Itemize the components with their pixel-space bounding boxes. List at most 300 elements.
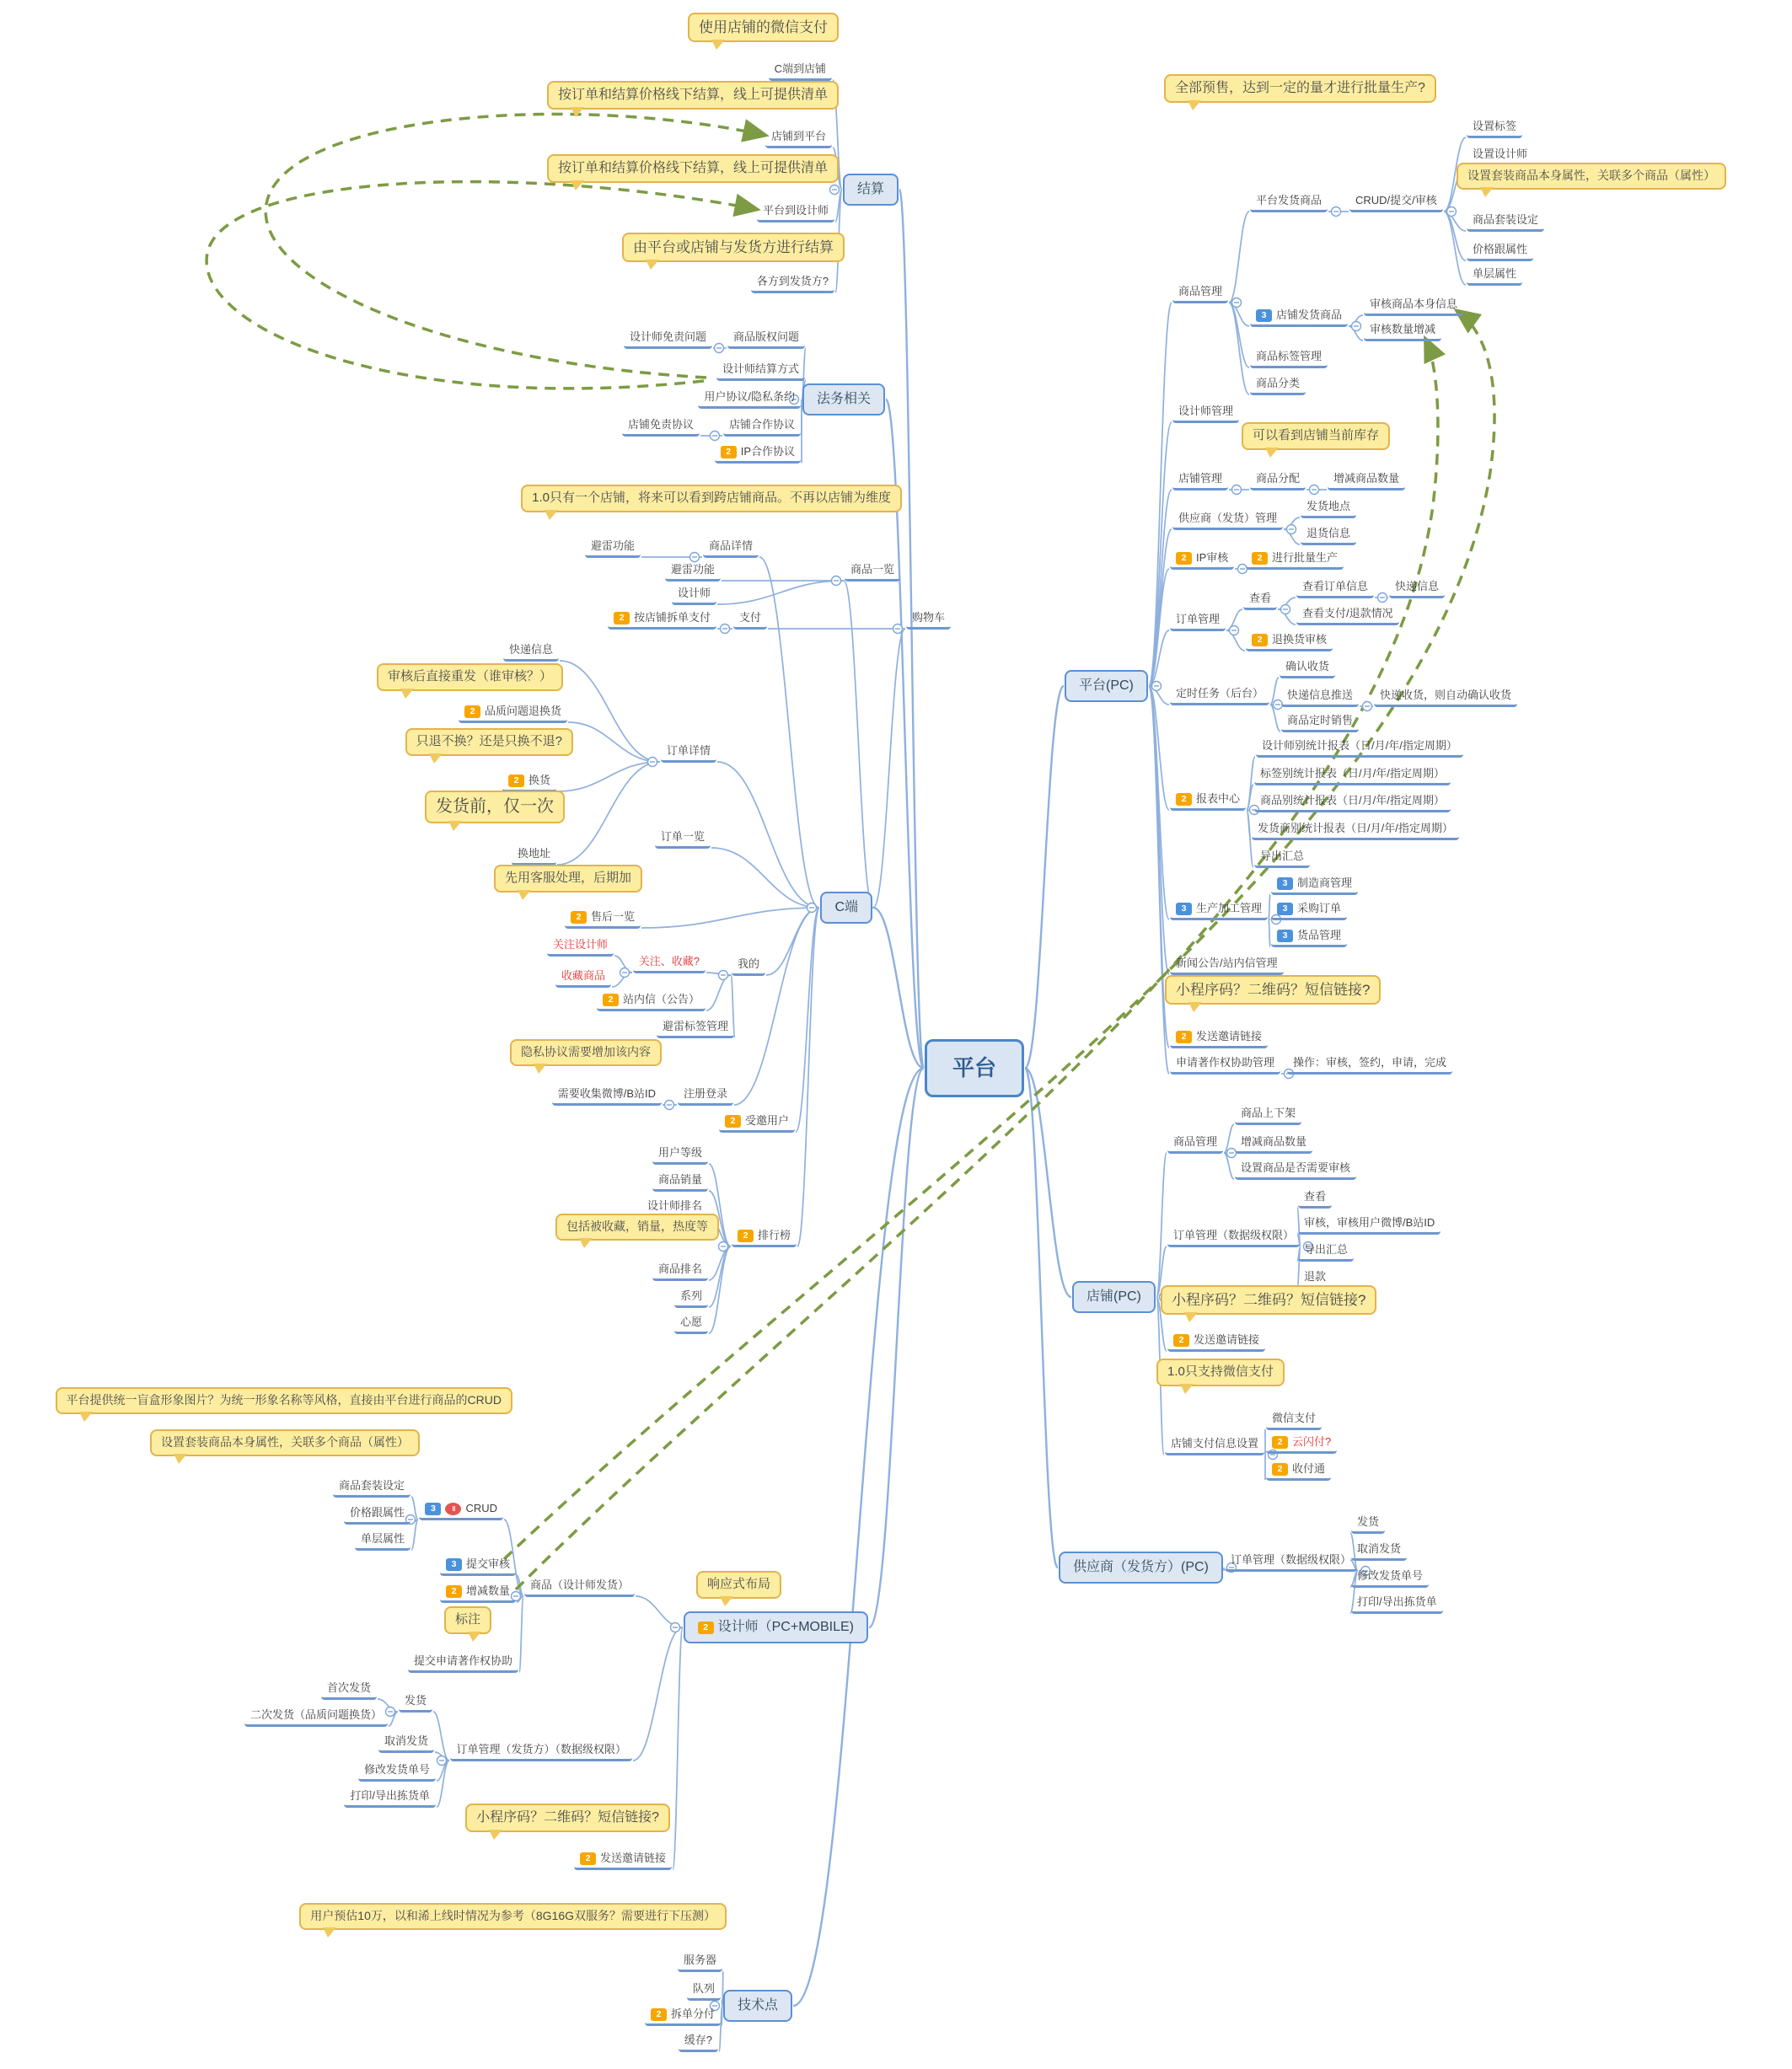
topic-l_shwb[interactable] [1298, 1214, 1441, 1235]
topic-l_dchz1[interactable] [1254, 848, 1310, 868]
topic-l_iphezuo[interactable] [715, 443, 801, 464]
callout-c_biaozhu[interactable] [444, 1606, 491, 1634]
topic-l_fhdd[interactable] [1301, 498, 1356, 518]
topic-l_xgfhdh4[interactable] [358, 1761, 436, 1782]
topic-l_ddxq[interactable] [661, 742, 716, 763]
topic-label: 注册登录 [683, 1087, 727, 1100]
topic-label: 退款 [1304, 1270, 1327, 1283]
topic-label: 收付通 [1292, 1462, 1326, 1475]
topic-l_crudtj[interactable] [1349, 192, 1443, 212]
topic-label: 设计师 [677, 587, 711, 599]
topic-label: 隐私协议需要增加该内容 [521, 1045, 651, 1059]
topic-l_jgsx2[interactable] [344, 1504, 410, 1525]
topic-l_kdxx2[interactable] [1389, 578, 1445, 598]
topic-label: 先用客服处理，后期加 [504, 871, 631, 885]
topic-label: 退换货审核 [1272, 633, 1328, 646]
callout-c_youpt[interactable] [622, 233, 845, 262]
topic-label: 换地址 [517, 847, 550, 860]
topic-label: 发送邀请链接 [1194, 1333, 1260, 1346]
topic-label: 发送邀请链接 [599, 1852, 666, 1864]
callout-c_fahuoqian[interactable] [425, 791, 565, 823]
topic-l_fwq[interactable] [678, 1952, 722, 1972]
topic-l_scfh[interactable] [321, 1680, 377, 1700]
topic-label: 各方到发货方? [756, 275, 829, 287]
topic-label: 导出汇总 [1260, 850, 1305, 862]
topic-label: 采购订单 [1297, 902, 1342, 914]
topic-label: 店铺免责协议 [627, 418, 694, 431]
branch-connector [673, 1627, 683, 1869]
callout-c_xys[interactable] [696, 1571, 781, 1599]
topic-label: 操作：审核，签约，申请，完成 [1293, 1056, 1447, 1069]
priority-2-badge: 2 [1252, 552, 1268, 565]
priority-2-badge: 2 [698, 1621, 714, 1634]
topic-label: 发货地点 [1306, 500, 1351, 512]
topic-l_zjsl[interactable] [440, 1583, 516, 1603]
topic-l_shbx[interactable] [1364, 296, 1463, 316]
topic-label: 价格跟属性 [1473, 243, 1528, 255]
topic-l_yhdj[interactable] [652, 1144, 708, 1165]
topic-label: 微信支付 [1272, 1412, 1317, 1424]
topic-l_spfl[interactable] [1250, 375, 1306, 395]
topic-l_znx[interactable] [597, 991, 706, 1011]
topic-l_fh3[interactable] [1351, 1514, 1385, 1534]
topic-label: 商品销量 [657, 1173, 702, 1186]
branch-connector [759, 557, 819, 908]
topic-l_hezuo[interactable] [723, 416, 801, 437]
topic-label: 店铺到平台 [770, 130, 826, 142]
topic-l_dianpu_pt[interactable] [765, 128, 832, 148]
callout-c_10dianpu[interactable] [521, 485, 902, 512]
callout-c_xcxm2[interactable] [1161, 1285, 1376, 1315]
topic-label: 缓存? [684, 2034, 712, 2046]
topic-label: 申请著作权协助管理 [1176, 1056, 1275, 1069]
topic-label: 审核商品本身信息 [1370, 297, 1458, 310]
topic-label: 货品管理 [1297, 929, 1342, 941]
callout-c_yonghu[interactable] [299, 1903, 727, 1930]
callout-c_pttg[interactable] [56, 1387, 512, 1414]
topic-l_shouhou[interactable] [565, 909, 641, 929]
topic-l_zjspsl2[interactable] [1235, 1134, 1312, 1154]
topic-label: 可以看到店铺当前库存 [1253, 428, 1380, 442]
topic-l_ddgl[interactable] [1170, 611, 1226, 631]
topic-label: 打印/导出拣货单 [1357, 1595, 1437, 1608]
branch-connector [1269, 894, 1270, 919]
branch-connector [873, 629, 905, 908]
topic-l_jxplsc[interactable] [1246, 549, 1344, 570]
topic-label: IP审核 [1196, 551, 1229, 564]
topic-l_sqzzq[interactable] [1170, 1054, 1280, 1075]
topic-l_dchz2[interactable] [1298, 1241, 1354, 1262]
topic-n_jsd[interactable] [723, 1990, 792, 2022]
paused-task-icon: ‖ [445, 1503, 461, 1515]
topic-l_dpfh[interactable] [1250, 307, 1348, 327]
priority-2-badge: 2 [1176, 793, 1192, 806]
topic-n_gys[interactable] [1059, 1552, 1223, 1584]
topic-label: 设计师管理 [1178, 405, 1234, 417]
topic-l_szsfsh[interactable] [1235, 1160, 1356, 1180]
callout-c_anding1[interactable] [547, 81, 839, 110]
topic-label: 避雷功能 [670, 563, 715, 576]
topic-label: 平台提供统一盲盒形象图片？为统一形象名称等风格，直接由平台进行商品的CRUD [66, 1393, 502, 1407]
topic-l_sptz2[interactable] [333, 1477, 410, 1498]
topic-l_gwc[interactable] [906, 609, 951, 630]
callout-c_10wx[interactable] [1156, 1359, 1285, 1386]
topic-l_spsjsfh[interactable] [524, 1577, 635, 1597]
topic-l_ddyl[interactable] [655, 828, 711, 849]
topic-l_spxl[interactable] [652, 1171, 708, 1192]
topic-l_ipsh[interactable] [1170, 549, 1234, 570]
topic-l_fsyq3[interactable] [574, 1850, 672, 1870]
priority-2-badge: 2 [721, 446, 737, 458]
topic-l_spyl[interactable] [845, 561, 900, 582]
branch-connector [1149, 490, 1172, 686]
topic-l_sjsbb[interactable] [1256, 737, 1463, 758]
topic-label: 设计师免责问题 [629, 330, 706, 343]
priority-2-badge: 2 [603, 994, 619, 1006]
topic-l_shouyao[interactable] [719, 1112, 795, 1133]
topic-l_qrsh[interactable] [1280, 658, 1335, 678]
topic-label: 取消发货 [384, 1734, 428, 1747]
topic-label: 订单一览 [660, 830, 705, 843]
topic-l_thxx[interactable] [1301, 525, 1356, 545]
topic-l_qxfh3[interactable] [1351, 1541, 1407, 1561]
topic-label: 平台到设计师 [762, 204, 829, 217]
topic-label: 单层属性 [1473, 267, 1517, 280]
priority-2-badge: 2 [1272, 1463, 1288, 1476]
priority-3-badge: 3 [1256, 309, 1272, 322]
topic-label: 修改发货单号 [1357, 1569, 1424, 1582]
topic-label: 二次发货（品质问题换货） [249, 1708, 382, 1721]
topic-l_thsh[interactable] [1246, 631, 1333, 651]
topic-l_spdsxs[interactable] [1281, 712, 1359, 732]
topic-l_jggsx[interactable] [1467, 241, 1533, 261]
topic-n_sjs[interactable] [684, 1611, 868, 1643]
topic-l_spfp[interactable] [1250, 470, 1306, 490]
topic-label: 云闪付? [1292, 1435, 1332, 1448]
topic-l_wxzf[interactable] [1266, 1410, 1322, 1430]
topic-label: 商品详情 [708, 539, 753, 552]
topic-label: 店铺合作协议 [728, 418, 795, 431]
topic-l_pinzhi[interactable] [459, 703, 567, 723]
topic-label: 发送邀请链接 [1196, 1030, 1263, 1043]
topic-l_tjsh[interactable] [440, 1556, 516, 1576]
topic-label: 避雷功能 [590, 539, 635, 552]
topic-l_yonghuxieyi[interactable] [698, 389, 801, 409]
topic-l_dcsx2[interactable] [355, 1530, 410, 1551]
topic-label: 排行榜 [757, 1229, 791, 1241]
topic-l_cgdd[interactable] [1271, 900, 1347, 920]
topic-label: CRUD [465, 1502, 497, 1514]
priority-2-badge: 2 [614, 612, 630, 624]
callout-c_sztz2[interactable] [150, 1429, 420, 1456]
topic-label: 结算 [856, 182, 884, 196]
callout-c_yinsi[interactable] [510, 1039, 662, 1066]
topic-label: 受邀用户 [744, 1114, 789, 1127]
branch-connector [1025, 1069, 1058, 1568]
topic-l_hpgl[interactable] [1271, 927, 1347, 947]
topic-l_dyjhd3[interactable] [1351, 1594, 1443, 1614]
topic-label: 心愿 [679, 1316, 702, 1328]
topic-label: 商品套装设定 [338, 1479, 405, 1492]
branch-connector [1229, 303, 1249, 367]
topic-n_dppc[interactable] [1072, 1281, 1156, 1313]
branch-connector [709, 1246, 731, 1307]
topic-l_xinyuan[interactable] [674, 1314, 708, 1334]
callout-c_keyi[interactable] [1242, 422, 1390, 450]
topic-l_sjs2[interactable] [672, 585, 716, 605]
topic-label: 用户协议/隐私条约 [704, 390, 795, 403]
branch-connector [717, 581, 844, 604]
topic-label: 商品管理 [1178, 285, 1223, 297]
topic-label: 响应式布局 [706, 1577, 770, 1591]
topic-l_szbq[interactable] [1467, 118, 1522, 138]
priority-2-badge: 2 [1173, 1334, 1189, 1347]
callout-c_xcxm1[interactable] [1165, 975, 1381, 1005]
topic-label: 增减数量 [465, 1584, 510, 1597]
topic-label: 订单详情 [666, 744, 711, 757]
topic-label: 订单管理（数据级权限） [1173, 1229, 1295, 1241]
topic-l_spbb[interactable] [1254, 792, 1451, 812]
topic-l_dpgl[interactable] [1172, 470, 1228, 490]
callout-c_shenhehou[interactable] [377, 663, 563, 691]
topic-l_chaidan[interactable] [608, 609, 716, 630]
topic-label: 按订单和结算价格线下结算，线上可提供清单 [557, 161, 828, 175]
topic-label: 审核，审核用户微博/B站ID [1304, 1216, 1435, 1229]
callout-c_sztz1[interactable] [1457, 163, 1726, 190]
topic-l_scjg[interactable] [1170, 900, 1268, 920]
topic-label: 法务相关 [816, 392, 871, 406]
branch-connector [1229, 303, 1249, 394]
topic-n_cduan[interactable] [820, 892, 872, 924]
topic-l_dyjhd4[interactable] [344, 1788, 436, 1808]
topic-label: 查看 [1249, 592, 1272, 604]
topic-l_ckzf[interactable] [1296, 605, 1399, 625]
topic-label: 发货商别统计报表（日/月/年/指定周期） [1258, 822, 1453, 834]
topic-label: 增减商品数量 [1333, 472, 1400, 485]
topic-l_gzsc[interactable] [633, 953, 706, 973]
topic-l_hc[interactable] [679, 2032, 718, 2052]
topic-n_ptpc[interactable] [1065, 670, 1148, 702]
topic-l_ddgl3[interactable] [1225, 1552, 1357, 1572]
topic-label: 避雷标签管理 [662, 1020, 728, 1032]
topic-l_fh4[interactable] [399, 1692, 432, 1713]
topic-l_gefang[interactable] [751, 273, 834, 293]
topic-label: 打印/导出拣货单 [350, 1789, 430, 1802]
topic-label: 取消发货 [1357, 1542, 1402, 1555]
topic-l_spbq[interactable] [1250, 348, 1328, 368]
topic-label: 用户等级 [657, 1146, 702, 1159]
topic-l_dl[interactable] [687, 1981, 721, 2001]
topic-label: 我的 [737, 957, 759, 970]
topic-l_fhsbb[interactable] [1252, 820, 1459, 840]
topic-l_tjsq[interactable] [408, 1653, 518, 1673]
topic-l_mianze[interactable] [624, 329, 712, 349]
topic-label: 审核数量增减 [1370, 323, 1436, 335]
topic-l_ckddxx[interactable] [1296, 578, 1374, 598]
topic-label: 使用店铺的微信支付 [699, 19, 828, 35]
topic-label: 商品标签管理 [1256, 350, 1323, 362]
topic-label: 系列 [679, 1289, 702, 1302]
topic-label: 商品套装设定 [1473, 213, 1539, 226]
topic-label: 需要收集微博/B站ID [557, 1087, 656, 1100]
topic-l_kuaidi[interactable] [503, 641, 559, 662]
topic-label: 订单管理 [1176, 613, 1221, 625]
topic-label: CRUD/提交/审核 [1355, 194, 1437, 206]
topic-label: 平台 [952, 1055, 997, 1080]
topic-l_xuyao[interactable] [552, 1085, 662, 1106]
topic-n_crud[interactable] [419, 1500, 503, 1520]
topic-l_ddgl2[interactable] [1167, 1227, 1300, 1247]
topic-l_kdshou[interactable] [1374, 687, 1517, 707]
topic-l_ddglfhf[interactable] [450, 1741, 632, 1761]
topic-label: 站内信（公告） [622, 993, 700, 1005]
topic-l_xilie[interactable] [674, 1288, 708, 1308]
priority-3-badge: 3 [446, 1558, 462, 1571]
branch-connector [437, 1761, 449, 1807]
branch-connector [844, 581, 873, 908]
priority-3-badge: 3 [1277, 903, 1293, 915]
topic-label: 设计师别统计报表（日/月/年/指定周期） [1262, 739, 1457, 752]
topic-l_zhifu[interactable] [733, 609, 767, 630]
topic-l_kdxxts[interactable] [1281, 687, 1359, 707]
topic-l_sptz[interactable] [1467, 212, 1544, 232]
topic-l_spgl[interactable] [1172, 283, 1228, 303]
topic-label: 快递信息 [1395, 580, 1440, 592]
topic-label: 提交审核 [465, 1557, 510, 1570]
branch-connector [717, 762, 819, 908]
callout-c_baokuo[interactable] [555, 1214, 719, 1241]
branch-connector [1229, 212, 1249, 303]
callout-c_zhitui[interactable] [405, 728, 573, 756]
topic-l_fsyq1[interactable] [1170, 1028, 1268, 1048]
topic-l_caozuo[interactable] [1287, 1054, 1452, 1075]
callout-c_anding2[interactable] [547, 154, 839, 183]
callout-c_xcxm3[interactable] [465, 1804, 670, 1832]
topic-label: 审核后直接重发（谁审核？） [387, 669, 552, 683]
topic-l_phb[interactable] [732, 1227, 797, 1247]
topic-label: 队列 [692, 1982, 715, 1995]
branch-connector [1444, 212, 1466, 260]
branch-connector [734, 908, 819, 1105]
topic-l_dsrw[interactable] [1170, 685, 1269, 705]
topic-l_sjsgl[interactable] [1172, 403, 1239, 423]
topic-label: 确认收货 [1285, 660, 1330, 673]
topic-label: 包括被收藏，销量，热度等 [566, 1219, 708, 1233]
topic-label: 设置设计师 [1473, 147, 1528, 160]
topic-l_jiesuanfs[interactable] [716, 361, 805, 381]
topic-l_dianpumianze[interactable] [622, 416, 700, 437]
topic-label: 商品排名 [657, 1262, 702, 1275]
topic-l_bilei1[interactable] [585, 538, 641, 558]
branch-connector [641, 908, 819, 928]
topic-l_banquan[interactable] [727, 329, 805, 349]
priority-2-badge: 2 [738, 1230, 754, 1242]
arrow-designer-settlement-to-platform-designer[interactable] [207, 182, 755, 389]
topic-l_huanhuo[interactable] [502, 772, 556, 792]
topic-label: 关注、收藏? [638, 955, 700, 967]
topic-l_bileitag[interactable] [657, 1018, 734, 1038]
topic-l_spsxj[interactable] [1235, 1105, 1301, 1125]
callout-c_shiyong[interactable] [688, 13, 839, 42]
branch-connector [797, 908, 819, 1246]
topic-l_bqbb[interactable] [1254, 765, 1451, 785]
topic-label: 商品上下架 [1241, 1107, 1296, 1119]
topic-l_huandizhi[interactable] [512, 845, 556, 866]
branch-connector [560, 661, 660, 762]
topic-l_gzsjs[interactable] [547, 936, 614, 957]
topic-l_bilei2[interactable] [665, 561, 721, 582]
topic-l_wode[interactable] [732, 956, 765, 976]
topic-l_cduandp[interactable] [769, 61, 832, 81]
topic-l_zzsgl[interactable] [1271, 875, 1358, 895]
topic-l_pt_sjs[interactable] [757, 202, 834, 222]
topic-label: 设置商品是否需要审核 [1241, 1161, 1351, 1174]
topic-label: 查看支付/退款情况 [1302, 607, 1393, 619]
topic-l_chakan[interactable] [1243, 590, 1277, 610]
topic-label: 快递信息 [508, 643, 553, 656]
callout-c_xianyong[interactable] [494, 865, 642, 892]
topic-l_qxfh4[interactable] [378, 1733, 434, 1753]
topic-l_cdff[interactable] [645, 2006, 721, 2026]
topic-label: 查看 [1304, 1190, 1327, 1203]
topic-n_fawu[interactable] [802, 383, 885, 415]
topic-l_zjspsl[interactable] [1328, 470, 1405, 490]
callout-c_quanbu[interactable] [1164, 74, 1436, 103]
topic-l_gysfh[interactable] [1172, 510, 1283, 530]
topic-l_spgl2[interactable] [1167, 1134, 1223, 1154]
topic-root[interactable] [925, 1039, 1024, 1097]
topic-l_ck2[interactable] [1298, 1188, 1332, 1209]
branch-connector [1149, 686, 1169, 974]
topic-label: 店铺(PC) [1086, 1289, 1141, 1304]
priority-2-badge: 2 [508, 775, 524, 787]
topic-label: 商品管理 [1173, 1135, 1218, 1148]
topic-l_bbzx[interactable] [1170, 791, 1246, 811]
topic-label: 购物车 [911, 611, 945, 624]
topic-l_xwgg[interactable] [1170, 955, 1284, 975]
priority-3-badge: 3 [1277, 930, 1293, 942]
topic-l_ysf[interactable] [1266, 1434, 1337, 1454]
topic-l_dpzfxx[interactable] [1165, 1435, 1264, 1455]
topic-l_scsp[interactable] [555, 967, 611, 988]
branch-connector [519, 1596, 523, 1672]
topic-l_ecfh[interactable] [244, 1707, 388, 1727]
topic-label: 修改发货单号 [363, 1763, 430, 1776]
topic-label: 发货 [404, 1694, 427, 1707]
topic-l_xgfhdh3[interactable] [1351, 1568, 1429, 1588]
topic-l_fsyq2[interactable] [1167, 1332, 1265, 1352]
topic-l_dcsx[interactable] [1467, 265, 1522, 286]
topic-label: 设计师排名 [647, 1199, 702, 1212]
topic-label: 提交申请著作权协助 [413, 1654, 512, 1667]
topic-l_sft[interactable] [1266, 1461, 1331, 1481]
topic-label: 1.0只有一个店铺，将来可以看到跨店铺商品。不再以店铺为维度 [532, 490, 891, 505]
priority-2-badge: 2 [725, 1115, 741, 1128]
topic-label: 快递信息推送 [1287, 689, 1354, 701]
topic-n_jiesuan[interactable] [843, 174, 899, 206]
topic-l_ptfh[interactable] [1250, 192, 1328, 212]
topic-label: 标注 [454, 1612, 480, 1627]
topic-l_spxq[interactable] [703, 538, 759, 558]
priority-2-badge: 2 [446, 1585, 462, 1598]
priority-2-badge: 2 [1176, 552, 1192, 565]
topic-l_shsl[interactable] [1364, 321, 1441, 341]
priority-2-badge: 2 [571, 911, 587, 924]
branch-connector [433, 1712, 449, 1761]
topic-l_zcdl[interactable] [678, 1085, 733, 1106]
topic-l_sppm[interactable] [652, 1261, 708, 1281]
topic-label: 新闻公告/站内信管理 [1176, 957, 1278, 969]
